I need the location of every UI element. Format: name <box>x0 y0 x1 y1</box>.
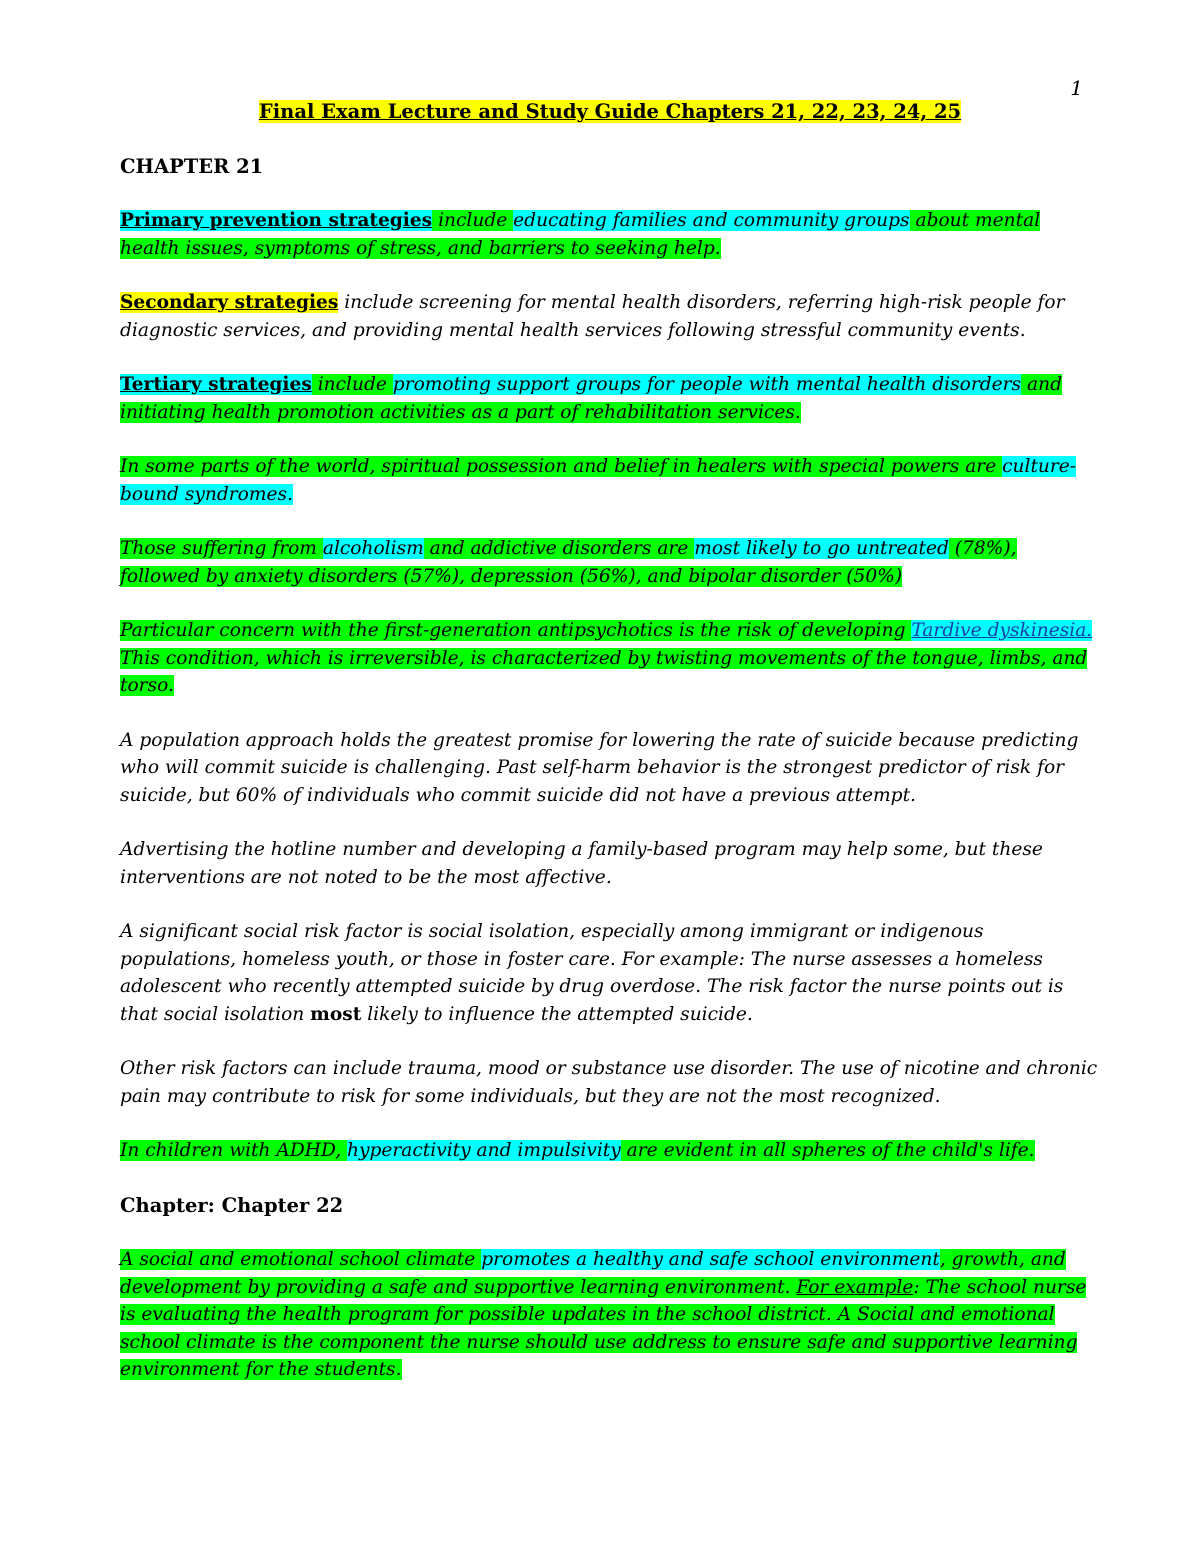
secondary-strategies-paragraph <box>120 289 1100 344</box>
document-title <box>120 98 1100 126</box>
bold-text: most <box>310 1003 362 1025</box>
text-segment: hyperactivity and impulsivity <box>347 1140 621 1161</box>
untreated-disorders-paragraph <box>120 535 1100 590</box>
chapter-22-heading: Chapter: Chapter 22 <box>120 1193 344 1217</box>
text-segment: include screening for mental health disorders, referring high-risk people for diagnostic services, and providing mental health services following stressful community events. <box>120 292 1065 341</box>
text-segment: promotes a healthy and safe school environment <box>481 1249 940 1270</box>
text-segment: most likely to go untreated <box>694 538 949 559</box>
text-segment: In children with ADHD, <box>120 1140 348 1161</box>
hotline-paragraph: Advertising the hotline number and developing a family-based program may help some, but these interventions are not noted to be the most affective. <box>120 839 1043 888</box>
text-segment: include <box>311 374 393 395</box>
population-approach-paragraph: A population approach holds the greatest promise for lowering the rate of suicide because predicting who will commit suicide is challenging. Past self-harm behavior is the strongest predictor of risk for suicide, but 60% of individuals who commit suicide did not have a previous attempt. <box>120 729 1079 806</box>
text-segment: (78%), followed by anxiety disorders (57%), depression (56%), and bipolar disorder (50%) <box>120 538 1017 587</box>
other-risk-factors-paragraph: Other risk factors can include trauma, mood or substance use disorder. The use of nicotine and chronic pain may contribute to risk for some individuals, but they are not the most recognized. <box>120 1058 1098 1107</box>
secondary-strategies-label: Secondary strategies <box>120 292 339 313</box>
tertiary-strategies-paragraph <box>120 371 1100 426</box>
text-segment: A significant social risk factor is social isolation, especially among immigrant or indigenous populations, homeless youth, or those in foster care. For example: The nurse assesses a homeless adolescent who recently attempted suicide by drug overdose. The risk factor the nurse points out is that social isolation <box>120 921 1064 1025</box>
text-segment: culture-bound syndromes. <box>120 456 1077 505</box>
culture-bound-paragraph <box>120 453 1100 508</box>
school-climate-paragraph <box>120 1246 1100 1384</box>
text-segment: Particular concern with the first-generation antipsychotics is the risk of developing <box>120 620 912 641</box>
text-segment: , growth, and development by providing a safe and supportive learning environment. <box>120 1249 1066 1298</box>
text-segment: and addictive disorders are <box>423 538 695 559</box>
text-segment: are evident in all spheres of the child's life. <box>620 1140 1035 1161</box>
text-segment: A social and emotional school climate <box>120 1249 482 1270</box>
text-segment: include <box>432 210 514 231</box>
chapter-21-heading: CHAPTER 21 <box>120 154 264 178</box>
text-segment: promoting support groups for people with mental health disorders <box>392 374 1022 395</box>
text-segment: In some parts of the world, spiritual possession and belief in healers with special powers are <box>120 456 1003 477</box>
for-example-label: For example <box>796 1276 914 1298</box>
text-segment: Those suffering from <box>120 538 323 559</box>
tardive-dyskinesia-paragraph <box>120 617 1100 700</box>
tardive-dyskinesia-link[interactable]: Tardive dyskinesia. <box>911 620 1093 641</box>
page-number: 1 <box>1070 76 1083 100</box>
text-segment: This condition, which is irreversible, is characterized by twisting movements of the tongue, limbs, and torso. <box>120 647 1088 696</box>
tertiary-strategies-label: Tertiary strategies <box>120 374 312 395</box>
social-isolation-paragraph <box>120 918 1100 1028</box>
document-body <box>120 98 1100 1411</box>
document-title-text: Final Exam Lecture and Study Guide Chapters 21, 22, 23, 24, 25 <box>258 100 962 123</box>
text-segment: likely to influence the attempted suicide. <box>361 1003 753 1025</box>
text-segment: alcoholism <box>322 538 424 559</box>
text-segment: educating families and community groups <box>513 210 910 231</box>
adhd-paragraph <box>120 1137 1100 1165</box>
text-segment: : The school nurse is evaluating the health program for possible updates in the school district. A Social and emotional school climate is the component the nurse should use address to ensure safe and supportive learning environment for the students. <box>120 1276 1087 1380</box>
primary-prevention-paragraph <box>120 207 1100 262</box>
primary-prevention-label: Primary prevention strategies <box>120 210 433 231</box>
text-segment: about mental health issues, symptoms of stress, and barriers to seeking help. <box>120 210 1041 259</box>
text-segment: and initiating health promotion activities as a part of rehabilitation services. <box>120 374 1062 423</box>
